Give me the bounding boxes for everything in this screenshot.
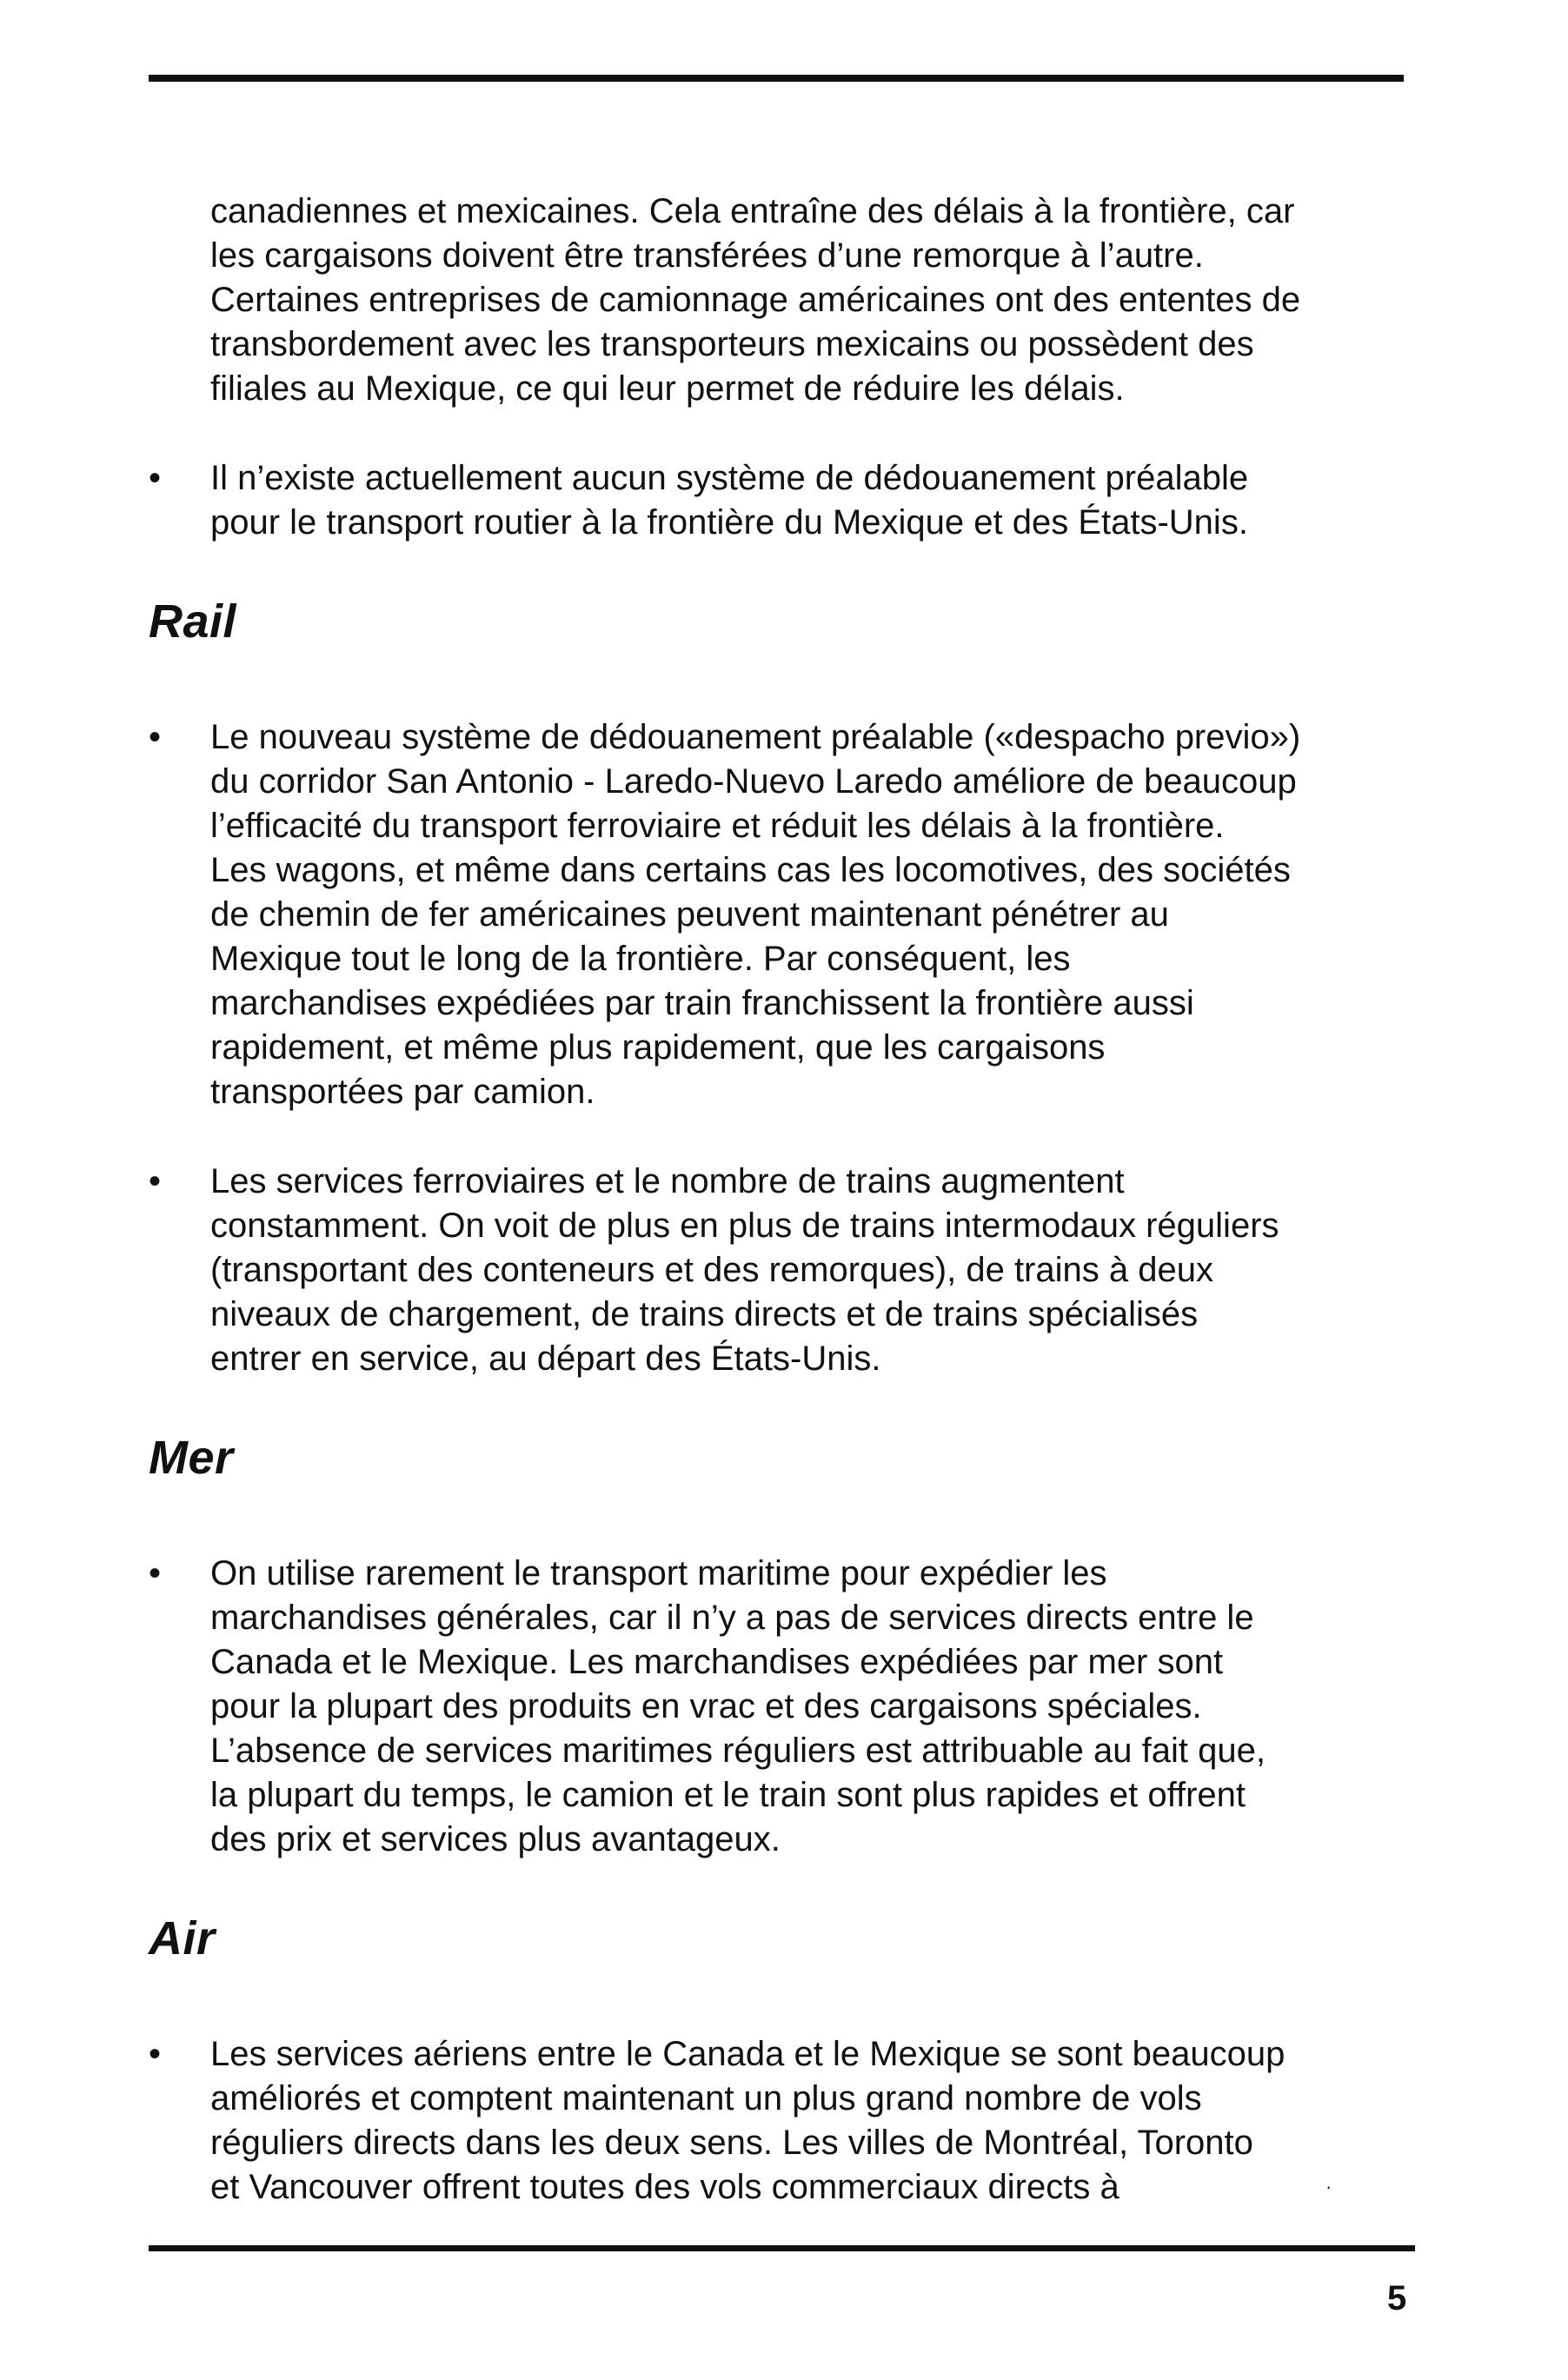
text-line: Certaines entreprises de camionnage américaines ont des ententes de <box>210 281 1301 319</box>
text-line: pour le transport routier à la frontière du Mexique et des États-Unis. <box>210 503 1248 542</box>
bullet-item-rail-services <box>149 1160 1418 1381</box>
text-line: constamment. On voit de plus en plus de trains intermodaux réguliers <box>210 1207 1279 1245</box>
text-line: l’efficacité du transport ferroviaire et réduit les délais à la frontière. <box>210 807 1225 845</box>
text-line: du corridor San Antonio - Laredo-Nuevo Laredo améliore de beaucoup <box>210 762 1297 801</box>
text-line: rapidement, et même plus rapidement, que les cargaisons <box>210 1028 1106 1067</box>
intro-paragraph <box>210 189 1418 411</box>
text-line: transbordement avec les transporteurs mexicains ou possèdent des <box>210 325 1254 363</box>
stray-mark: · <box>1325 2176 1332 2197</box>
text-line: filiales au Mexique, ce qui leur permet de réduire les délais. <box>210 369 1125 408</box>
text-line: les cargaisons doivent être transférées d’une remorque à l’autre. <box>210 236 1204 275</box>
text-line: Mexique tout le long de la frontière. Par conséquent, les <box>210 940 1071 978</box>
text-line: On utilise rarement le transport maritime pour expédier les <box>210 1554 1107 1592</box>
text-line: transportées par camion. <box>210 1073 595 1111</box>
text-line: niveaux de chargement, de trains directs et de trains spécialisés <box>210 1295 1199 1333</box>
text-line: canadiennes et mexicaines. Cela entraîne des délais à la frontière, car <box>210 192 1295 230</box>
page-body <box>149 189 1418 2210</box>
bullet-icon: • <box>149 2035 162 2073</box>
text-line: Les services aériens entre le Canada et le Mexique se sont beaucoup <box>210 2035 1286 2073</box>
bullet-item-preclearance-road <box>149 456 1418 545</box>
page-number: 5 <box>1387 2279 1407 2317</box>
bottom-rule <box>149 2245 1415 2251</box>
section-heading-rail: Rail <box>149 595 237 648</box>
text-line: Les services ferroviaires et le nombre de trains augmentent <box>210 1162 1125 1200</box>
text-line: de chemin de fer américaines peuvent maintenant pénétrer au <box>210 895 1169 934</box>
text-line: Canada et le Mexique. Les marchandises expédiées par mer sont <box>210 1643 1224 1681</box>
text-line: entrer en service, au départ des États-Unis. <box>210 1340 881 1378</box>
text-line: Il n’existe actuellement aucun système de dédouanement préalable <box>210 459 1249 497</box>
text-line: (transportant des conteneurs et des remorques), de trains à deux <box>210 1251 1213 1289</box>
text-line: des prix et services plus avantageux. <box>210 1820 781 1858</box>
text-line: réguliers directs dans les deux sens. Les villes de Montréal, Toronto <box>210 2124 1253 2162</box>
text-line: pour la plupart des produits en vrac et des cargaisons spéciales. <box>210 1687 1202 1725</box>
text-line: Les wagons, et même dans certains cas les locomotives, des sociétés <box>210 851 1291 889</box>
bullet-item-rail-preclearance <box>149 715 1418 1114</box>
text-line: Le nouveau système de dédouanement préalable («despacho previo») <box>210 718 1301 756</box>
bullet-icon: • <box>149 1162 162 1200</box>
section-heading-air: Air <box>149 1912 216 1964</box>
text-line: la plupart du temps, le camion et le train sont plus rapides et offrent <box>210 1776 1246 1814</box>
top-rule <box>149 75 1404 82</box>
text-line: et Vancouver offrent toutes des vols commerciaux directs à <box>210 2168 1120 2206</box>
text-line: L’absence de services maritimes réguliers est attribuable au fait que, <box>210 1732 1266 1770</box>
text-line: marchandises générales, car il n’y a pas de services directs entre le <box>210 1599 1254 1637</box>
bullet-icon: • <box>149 718 162 756</box>
bullet-item-mer <box>149 1552 1418 1862</box>
bullet-icon: • <box>149 1554 162 1592</box>
bullet-item-air <box>149 2032 1418 2210</box>
section-heading-mer: Mer <box>149 1432 234 1484</box>
text-line: améliorés et comptent maintenant un plus grand nombre de vols <box>210 2079 1202 2117</box>
bullet-icon: • <box>149 459 162 497</box>
text-line: marchandises expédiées par train franchissent la frontière aussi <box>210 984 1194 1022</box>
